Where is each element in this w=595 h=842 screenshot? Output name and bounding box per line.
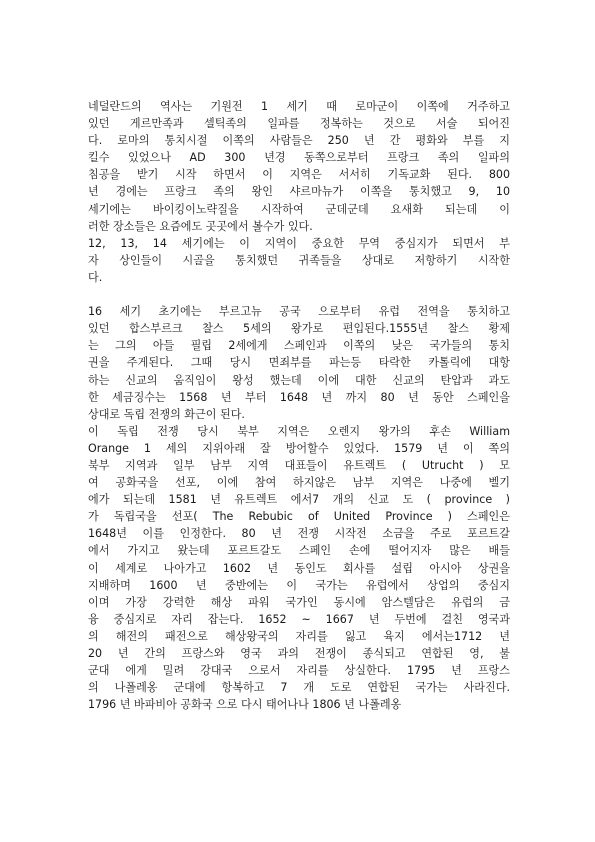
text-line: 이 세계로 나아가고 1602 년 동인도 회사를 설립 아시아 상권을 [88, 561, 510, 575]
text-line: 세기에는 바이킹이노략질을 시작하여 군데군데 요새화 되는데 이 [88, 202, 510, 216]
paragraph [88, 423, 510, 714]
text-line: 융 중심지로 자리 잡는다. 1652 ~ 1667 년 두번에 걸친 영국과 [88, 612, 510, 626]
text-line: 지배하며 1600 년 중반에는 이 국가는 유럽에서 상업의 중심지 [88, 578, 510, 592]
text-line: 군대 에게 밀려 강대국 으로서 자리를 상실한다. 1795 년 프랑스 [88, 664, 510, 678]
text-line: 러한 장소들은 요즘에도 곳곳에서 볼수가 있다. [88, 219, 313, 233]
text-line: 침공을 받기 시작 하면서 이 지역은 서서히 기독교화 된다. 800 [88, 168, 510, 182]
text-line: 가 독립국을 선포( The Rebubic of United Province ) 스페인은 [88, 510, 510, 524]
text-line: 한 세금징수는 1568 년 부터 1648 년 까지 80 년 동안 스페인을 [88, 390, 510, 404]
text-line: 20 년 간의 프랑스와 영국 과의 전쟁이 종식되고 연합된 영, 불 [88, 647, 510, 660]
text-line: 다. [88, 270, 103, 284]
text-line: 12, 13, 14 세기에는 이 지역이 중요한 무역 중심지가 되면서 부 [88, 236, 510, 250]
text-line: 이 독립 전쟁 당시 북부 지역은 오렌지 왕가의 후손 William [88, 424, 510, 438]
text-line: 권을 주게된다. 그때 당시 면죄부를 파는등 타락한 카톨릭에 대항 [88, 356, 510, 370]
text-line: 자 상인들이 시골을 통치했던 귀족들을 상대로 저항하기 시작한 [88, 253, 510, 267]
text-line: 년 경에는 프랑크 족의 왕인 샤르마뉴가 이쪽을 통치했고 9, 10 [88, 185, 510, 199]
text-line: 있던 합스부르크 찰스 5세의 왕가로 편입된다.1555년 찰스 황제 [88, 322, 510, 336]
text-line: 1648년 이를 인정한다. 80 년 전쟁 시작전 소금을 주로 포르트갈 [88, 527, 510, 541]
text-line: 의 해전의 패전으로 해상왕국의 자리를 잃고 육지 에서는1712 년 [88, 629, 510, 643]
text-line: 여 공화국을 선포, 이에 참여 하지않은 남부 지역은 나중에 벨기 [88, 476, 510, 490]
text-line: 1796 년 바파비아 공화국 으로 다시 태어나나 1806 년 나폴레옹 [88, 698, 402, 712]
text-line: 있던 게르만족과 셀틱족의 일파를 정복하는 것으로 서술 되어진 [88, 117, 510, 131]
text-line: 의 나폴레옹 군대에 항복하고 7 개 도로 연합된 국가는 사라진다. [88, 681, 510, 695]
text-line: Orange 1 세의 지위아래 잘 방어할수 있었다. 1579 년 이 쪽의 [88, 441, 510, 455]
text-line: 는 그의 아들 필립 2세에게 스페인과 이쪽의 낮은 국가들의 통치 [88, 339, 510, 353]
text-line: 북부 지역과 일부 남부 지역 대표들이 유트렉트 ( Utrucht ) 모 [88, 458, 510, 472]
paragraph-gap [88, 286, 510, 303]
text-line: 16 세기 초기에는 부르고뉴 공국 으로부터 유럽 전역을 통치하고 [88, 305, 510, 319]
text-line: 킬수 있었으나 AD 300 년경 동쪽으로부터 프랑크 족의 일파의 [88, 151, 510, 165]
text-line: 이며 가장 강력한 해상 파워 국가인 동시에 암스텔담은 유럽의 금 [88, 595, 510, 609]
text-line: 하는 신교의 움직임이 왕성 했는데 이에 대한 신교의 탄압과 과도 [88, 373, 510, 387]
text-line: 에가 되는데 1581 년 유트렉트 에서7 개의 신교 도 ( province ) [88, 493, 510, 507]
text-line: 다. 로마의 통치시절 이쪽의 사람들은 250 년 간 평화와 부를 지 [88, 134, 510, 148]
paragraph [88, 98, 510, 235]
paragraph [88, 303, 510, 423]
document-body [88, 98, 510, 713]
paragraph [88, 235, 510, 286]
text-line: 상대로 독립 전쟁의 화근이 된다. [88, 407, 245, 421]
text-line: 에서 가지고 왔는데 포르트갈도 스페인 손에 떨어지자 많은 배들 [88, 544, 510, 558]
text-line: 네덜란드의 역사는 기원전 1 세기 때 로마군이 이쪽에 거주하고 [88, 100, 510, 113]
